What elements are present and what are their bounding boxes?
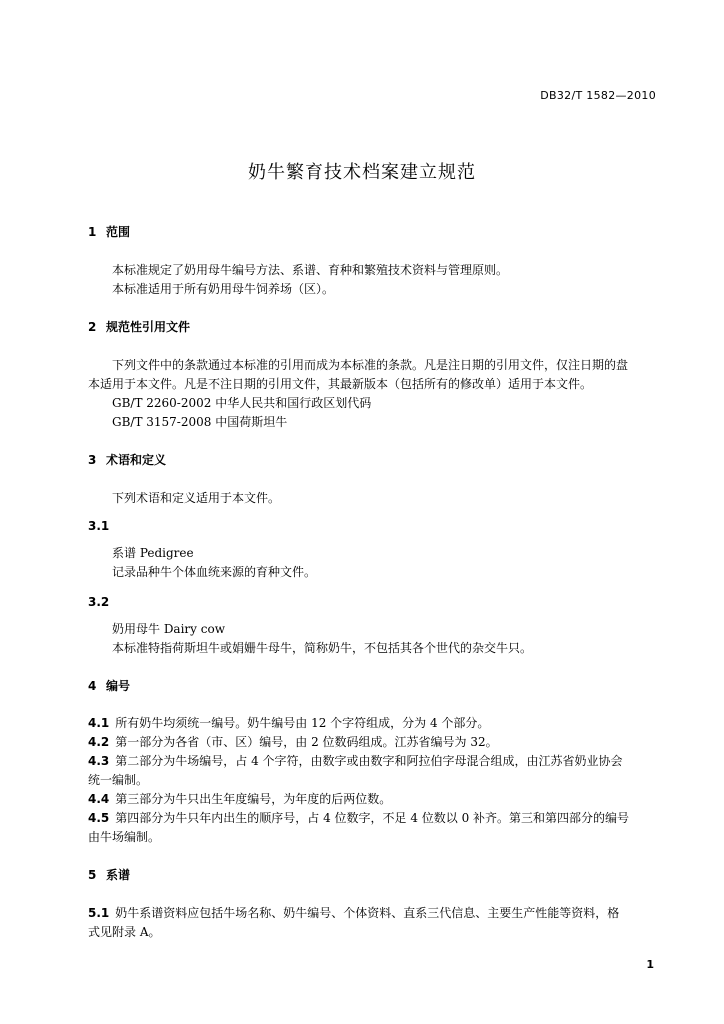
- term-definition: 记录品种牛个体血统来源的育种文件。: [112, 565, 317, 579]
- section-number: 3: [88, 453, 97, 467]
- page-number: 1: [646, 958, 654, 971]
- term-name: 系谱 Pedigree: [112, 546, 194, 560]
- clause-text: 奶牛系谱资料应包括牛场名称、奶牛编号、个体资料、直系三代信息、主要生产性能等资料，格: [115, 906, 620, 920]
- section-1-heading: [88, 224, 130, 240]
- section-2-heading: [88, 319, 190, 335]
- terms-intro: 下列术语和定义适用于本文件。: [112, 491, 281, 505]
- clause-number: 4.1: [88, 716, 110, 730]
- clause-4-3-continuation: 统一编制。: [88, 773, 149, 787]
- standard-code: DB32/T 1582—2010: [540, 89, 656, 102]
- references-paragraph-line-2: 本适用于本文件。凡是不注日期的引用文件，其最新版本（包括所有的修改单）适用于本文件。: [88, 377, 593, 391]
- clause-4-1: [88, 715, 489, 731]
- clause-number: 4.4: [88, 792, 110, 806]
- clause-text: 第一部分为各省（市、区）编号，由 2 位数码组成。江苏省编号为 32。: [115, 735, 498, 749]
- section-number: 4: [88, 679, 97, 693]
- clause-4-5: [88, 810, 629, 826]
- clause-4-4: [88, 791, 391, 807]
- clause-text: 第四部分为牛只年内出生的顺序号，占 4 位数字，不足 4 位数以 0 补齐。第三和第四部分的编号: [115, 811, 630, 825]
- section-title: 系谱: [106, 868, 131, 882]
- reference-item: GB/T 2260-2002 中华人民共和国行政区划代码: [112, 396, 372, 410]
- clause-4-2: [88, 734, 498, 750]
- clause-5-1-continuation: 式见附录 A。: [88, 925, 161, 939]
- section-number: 2: [88, 320, 97, 334]
- clause-text: 第三部分为牛只出生年度编号，为年度的后两位数。: [115, 792, 392, 806]
- clause-number: 4.2: [88, 735, 110, 749]
- references-paragraph-line-1: 下列文件中的条款通过本标准的引用而成为本标准的条款。凡是注日期的引用文件，仅注日期的盘: [112, 358, 629, 372]
- clause-4-5-continuation: 由牛场编制。: [88, 830, 161, 844]
- section-title: 编号: [106, 679, 131, 693]
- section-3-heading: [88, 452, 166, 468]
- clause-number: 4.5: [88, 811, 110, 825]
- term-definition: 本标准特指荷斯坦牛或娟姗牛母牛，简称奶牛，不包括其各个世代的杂交牛只。: [112, 641, 533, 655]
- clause-4-3: [88, 753, 623, 769]
- scope-paragraph-1: 本标准规定了奶用母牛编号方法、系谱、育种和繁殖技术资料与管理原则。: [112, 263, 509, 277]
- term-number: 3.2: [88, 595, 110, 609]
- clause-text: 第二部分为牛场编号，占 4 个字符，由数字或由数字和阿拉伯字母混合组成，由江苏省奶业协会: [115, 754, 623, 768]
- section-4-heading: [88, 678, 130, 694]
- term-number: 3.1: [88, 519, 110, 533]
- clause-text: 所有奶牛均须统一编号。奶牛编号由 12 个字符组成，分为 4 个部分。: [115, 716, 490, 730]
- section-number: 5: [88, 868, 97, 882]
- term-name: 奶用母牛 Dairy cow: [112, 622, 225, 636]
- section-number: 1: [88, 225, 97, 239]
- scope-paragraph-2: 本标准适用于所有奶用母牛饲养场（区）。: [112, 282, 335, 296]
- section-title: 范围: [106, 225, 131, 239]
- section-title: 术语和定义: [106, 453, 167, 467]
- section-title: 规范性引用文件: [106, 320, 191, 334]
- clause-number: 4.3: [88, 754, 110, 768]
- reference-item: GB/T 3157-2008 中国荷斯坦牛: [112, 415, 288, 429]
- clause-number: 5.1: [88, 906, 110, 920]
- document-title: 奶牛繁育技术档案建立规范: [248, 162, 476, 183]
- section-5-heading: [88, 867, 130, 883]
- clause-5-1: [88, 905, 619, 921]
